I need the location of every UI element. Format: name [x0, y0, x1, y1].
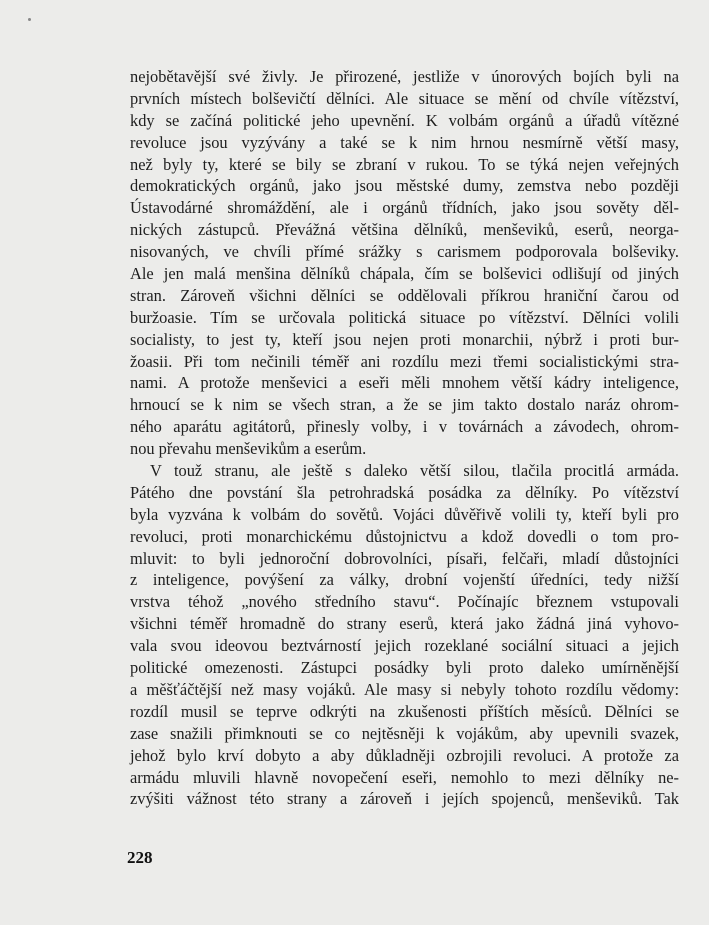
text-line: Ale jen malá menšina dělníků chápala, čím se bolševici odlišují od jiných [130, 264, 679, 284]
paragraph-2 [130, 460, 679, 810]
text-line: socialisty, to jest ty, kteří jsou nejen proti monarchii, nýbrž i proti bur- [130, 329, 679, 349]
paragraph-1 [130, 66, 679, 460]
text-line: politické omezenosti. Zástupci posádky byli proto daleko umírněnější [130, 658, 679, 678]
text-line: armádu mluvili hlavně novopečení eseři, nemohlo to mezi dělníky ne- [130, 767, 679, 787]
text-line: revoluce jsou vyzývány a také se k nim hrnou nesmírně větší masy, [130, 132, 679, 152]
text-line: Ústavodárné shromáždění, ale i orgánů třídních, jako jsou sověty děl- [130, 198, 679, 218]
text-line: V touž stranu, ale ještě s daleko větší silou, tlačila procitlá armáda. [150, 461, 679, 481]
text-line: nou převahu menševikům a eserům. [130, 439, 367, 459]
text-line: nických zástupců. Převážná většina dělníků, menševiků, eserů, neorga- [130, 220, 679, 240]
text-line: nisovaných, ve chvíli přímé srážky s carismem podporovala bolševiky. [130, 242, 679, 262]
text-line: stran. Zároveň všichni dělníci se oddělovali příkrou hraniční čarou od [130, 285, 679, 305]
text-line: vala svou ideovou beztvárností jejich rozeklané sociální situaci a jejich [130, 636, 679, 656]
text-line: ného aparátu agitátorů, přinesly volby, i v továrnách a závodech, ohrom- [130, 417, 679, 437]
text-line: z inteligence, povýšení za války, drobní vojenští úředníci, tedy nižší [130, 570, 679, 590]
text-line: prvních místech bolševičtí dělníci. Ale situace se mění od chvíle vítězství, [130, 88, 679, 108]
text-line: kdy se začíná politické jeho upevnění. K volbám orgánů a úřadů vítězné [130, 110, 679, 130]
page-body-text [130, 66, 679, 810]
text-line: rozdíl musil se teprve odkrýti na zkušenosti příštích měsíců. Dělníci se [130, 701, 679, 721]
text-line: buržoasie. Tím se určovala politická situace po vítězství. Dělníci volili [130, 307, 679, 327]
scan-speck [28, 18, 31, 21]
text-line: a měšťáčtější než masy vojáků. Ale masy si nebyly tohoto rozdílu vědomy: [130, 679, 679, 699]
text-line: jehož bylo krví dobyto a aby důkladněji ozbrojili revoluci. A protože za [130, 745, 679, 765]
text-line: zvýšiti vážnost této strany a zároveň i jejích spojenců, menševiků. Tak [130, 789, 679, 809]
text-line: demokratických orgánů, jako jsou městské dumy, zemstva nebo později [130, 176, 679, 196]
text-line: revoluci, proti monarchickému důstojnictvu a kdož dovedli o tom pro- [130, 526, 679, 546]
page-number: 228 [127, 848, 153, 867]
text-line: nami. A protože menševici a eseři měli mnohem větší kádry inteligence, [130, 373, 679, 393]
text-line: vrstva téhož „nového středního stavu“. Počínajíc březnem vstupovali [130, 592, 679, 612]
text-line: byla vyzvána k volbám do sovětů. Vojáci důvěřivě volili ty, kteří byli pro [130, 504, 679, 524]
text-line: všichni téměř hromadně do strany eserů, která jako žádná jiná vyhovo- [130, 614, 679, 634]
text-line: Pátého dne povstání šla petrohradská posádka za dělníky. Po vítězství [130, 482, 679, 502]
text-line: než byly ty, které se bily se zbraní v rukou. To se týká nejen veřejných [130, 154, 679, 174]
text-line: žoasii. Při tom nečinili téměř ani rozdílu mezi třemi socialistickými stra- [130, 351, 679, 371]
text-line: zase snažili přimknouti se co nejtěsněji k vojákům, aby upevnili svazek, [130, 723, 679, 743]
text-line: nejobětavější své živly. Je přirozené, jestliže v únorových bojích byli na [130, 67, 679, 86]
text-line: mluvit: to byli jednoroční dobrovolníci, písaři, felčaři, mladí důstojníci [130, 548, 679, 568]
text-line: hrnoucí se k nim se všech stran, a že se jim takto dostalo naráz ohrom- [130, 395, 679, 415]
